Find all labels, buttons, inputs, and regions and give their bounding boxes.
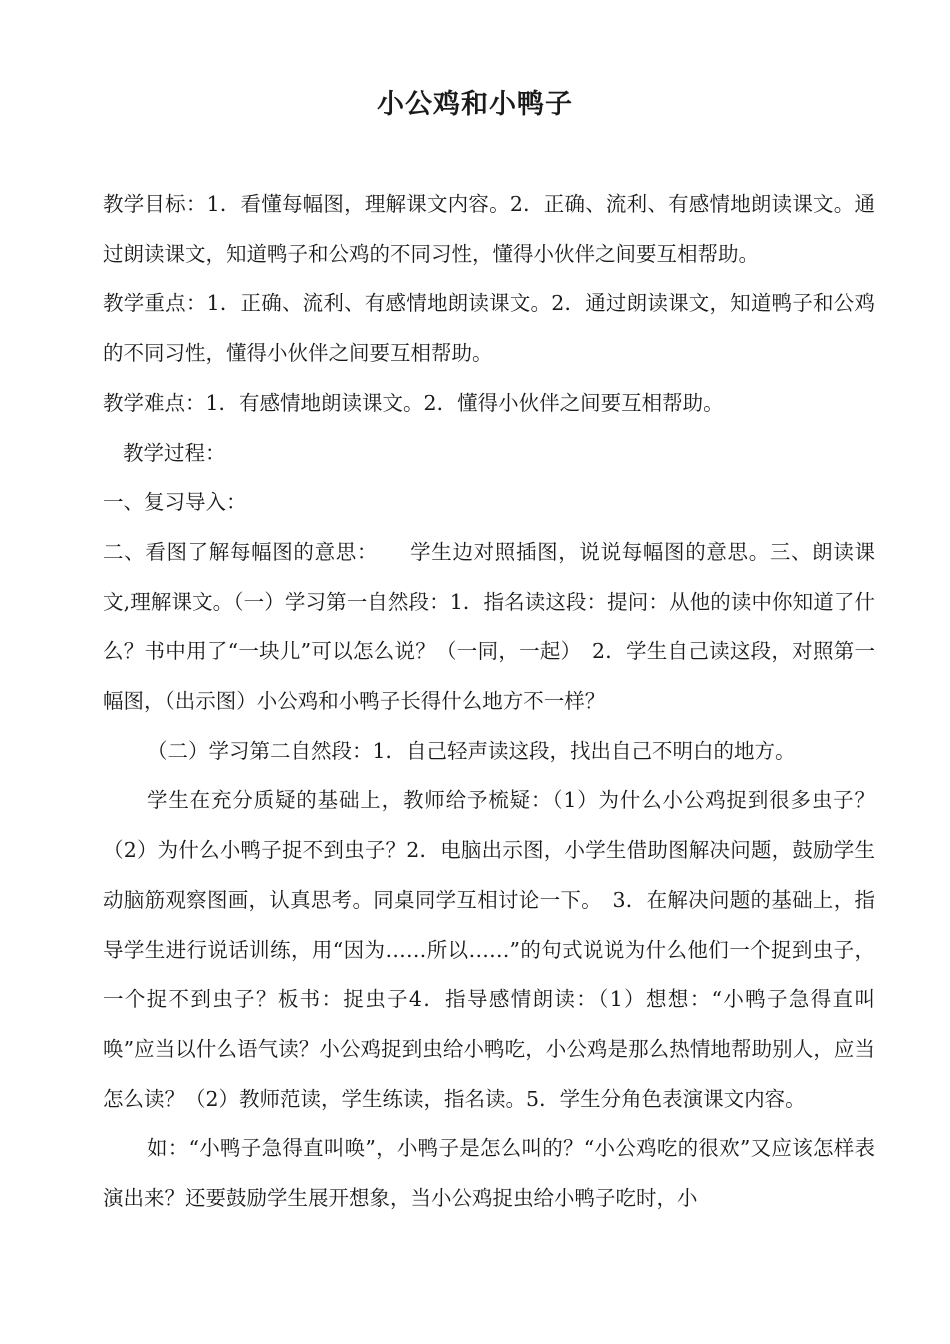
paragraph-questioning: 学生在充分质疑的基础上，教师给予梳疑：（1）为什么小公鸡捉到很多虫子？（2）为什么小鸭子捉不到虫子？2．电脑出示图，小学生借助图解决问题，鼓励学生动脑筋观察图画，认真思考。同桌同学互相讨论一下。 3．在解决问题的基础上，指导学生进行说话训练，用“因为……所以……”的句式说说为什么他们一个捉到虫子，一个捉不到虫子？板书：捉虫子4．指导感情朗读：（1）想想：“小鸭子急得直叫唤”应当以什么语气读？小公鸡捉到虫给小鸭吃，小公鸡是那么热情地帮助别人，应当怎么读？（2）教师范读，学生练读，指名读。5．学生分角色表演课文内容。: [103, 788, 875, 1111]
document-body: [103, 180, 875, 1224]
paragraph-teaching-goals: 教学目标：1．看懂每幅图，理解课文内容。2．正确、流利、有感情地朗读课文。通过朗读课文，知道鸭子和公鸡的不同习性，懂得小伙伴之间要互相帮助。: [103, 192, 875, 266]
paragraph-second-section: （二）学习第二自然段：1．自己轻声读这段，找出自己不明白的地方。: [147, 738, 796, 763]
paragraph-teaching-process: 教学过程：: [123, 440, 226, 465]
paragraph-review-intro: 一、复习导入：: [103, 490, 247, 515]
document-title: 小公鸡和小鸭子: [377, 89, 573, 120]
paragraph-picture-reading: 二、看图了解每幅图的意思： 学生边对照插图，说说每幅图的意思。三、朗读课文,理解课文。（一）学习第一自然段：1．指名读这段：提问：从他的读中你知道了什么？书中用了“一块儿”可以怎么说？（一同，一起） 2．学生自己读这段，对照第一幅图，（出示图）小公鸡和小鸭子长得什么地方不一样？: [103, 539, 875, 714]
paragraph-teaching-focus: 教学重点：1．正确、流利、有感情地朗读课文。2．通过朗读课文，知道鸭子和公鸡的不同习性，懂得小伙伴之间要互相帮助。: [103, 291, 875, 366]
paragraph-teaching-difficulty: 教学难点：1．有感情地朗读课文。2．懂得小伙伴之间要互相帮助。: [103, 390, 724, 415]
paragraph-performance: 如：“小鸭子急得直叫唤”，小鸭子是怎么叫的？“小公鸡吃的很欢”又应该怎样表演出来？还要鼓励学生展开想象，当小公鸡捉虫给小鸭子吃时，小: [103, 1136, 875, 1211]
